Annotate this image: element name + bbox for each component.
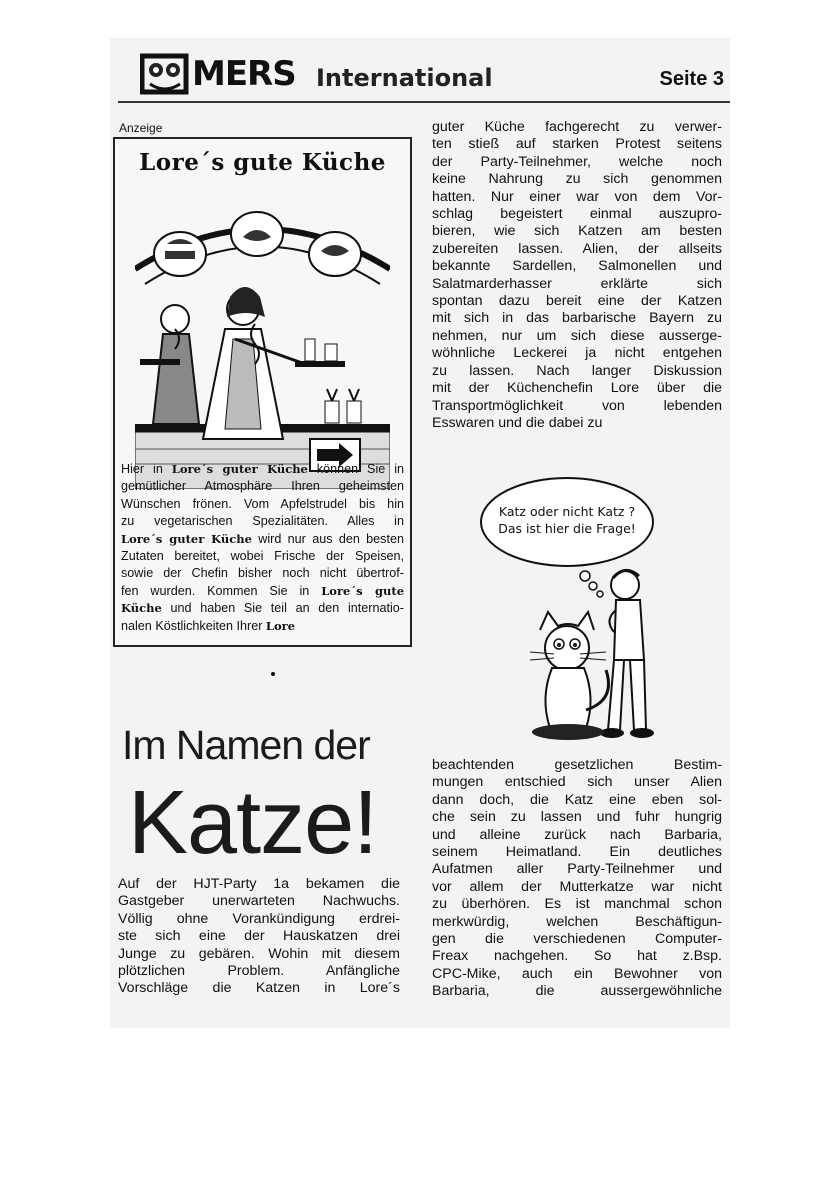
ad-line: Wünschen frönen. Vom Apfelstrudel bis hin (121, 496, 404, 511)
header-rule (118, 101, 730, 103)
article-line: Salatmarderhasser erklärte sich (432, 275, 722, 292)
article-line: spontan dazu bereit eine der Katzen (432, 293, 722, 310)
article-line: mit der Küchenchefin Lore über die (432, 380, 722, 397)
ad-line: Zutaten bereitet, wobei Frische der Speisen, (121, 549, 404, 564)
article-line: mungen entschied sich unser Alien (432, 774, 722, 791)
ad-line: Hier in Lore´s guter Küche können Sie in (121, 462, 404, 476)
article-line: Barbaria, die aussergewöhnliche (432, 983, 722, 1000)
article-line: hatten. Nur einer war von dem Vor- (432, 188, 722, 205)
headline-line-1: Im Namen der (122, 722, 370, 768)
article-line: und alleine zurück nach Barbaria, (432, 826, 722, 843)
article-line: seinem Heimatland. Ein deutliches (432, 844, 722, 861)
article-line: Transportmöglichkeit von lebenden (432, 397, 722, 414)
article-line: beachtenden gesetzlichen Bestim- (432, 757, 722, 773)
ad-line: Lore´s guter Küche wird nur aus den besten (121, 531, 404, 546)
article-line: guter Küche fachgerecht zu verwer- (432, 119, 722, 135)
article-line: der Party-Teilnehmer, welche noch (432, 153, 722, 170)
article-line: nehmen, nur um sich diese ausserge- (432, 327, 722, 344)
article-line: gen die verschiedenen Computer- (432, 931, 722, 948)
article-right-column-bottom (432, 757, 722, 1001)
article-line: bekannte Sardellen, Salmonellen und (432, 258, 722, 275)
ad-body (121, 461, 404, 635)
article-line: Gastgeber unerwarteten Nachwuchs. (118, 893, 400, 910)
ad-title: Lore´s gute Küche (139, 149, 386, 176)
article-line: zu lassen. Nach langer Diskussion (432, 362, 722, 379)
article-line: Vorschläge die Katzen in Lore´s (118, 980, 400, 997)
article-line: bieren, wie sich Katzen am besten (432, 223, 722, 240)
advertisement-box (113, 137, 412, 647)
masthead (118, 44, 728, 100)
thought-bubble-text (488, 503, 646, 537)
ad-line: Küche und haben Sie teil an den internatio- (121, 601, 404, 616)
article-line: mit sich in das barbarische Bayern zu (432, 310, 722, 327)
article-line: dann doch, die Katz eine eben sol- (432, 791, 722, 808)
ad-line: nalen Köstlichkeiten Ihrer Lore (121, 618, 296, 633)
article-line: ste sich eine der Hauskatzen drei (118, 928, 400, 945)
headline-line-2: Katze! (128, 773, 378, 873)
ad-line: gemütlicher Atmosphäre Ihren geheimsten (121, 479, 404, 494)
article-line: zu überhören. Es ist manchmal schon (432, 896, 722, 913)
article-left-column (118, 876, 400, 998)
article-line: Völlig ohne Vorankündigung erdrei- (118, 910, 400, 927)
ad-label: Anzeige (119, 121, 163, 135)
article-line: Aufatmen aller Party-Teilnehmer und (432, 861, 722, 878)
logo-subtitle: International (316, 64, 493, 92)
article-line: Freax nachgehen. So hat z.Bsp. (432, 948, 722, 965)
article-line: plötzlichen Problem. Anfängliche (118, 963, 400, 980)
bullet-dot (271, 672, 275, 676)
thought-bubble-line-2: Das ist hier die Frage! (498, 521, 636, 536)
article-line: Junge zu gebären. Wohin mit diesem (118, 945, 400, 962)
article-line: keine Nahrung zu sich genommen (432, 171, 722, 188)
logo-mascot-icon (140, 52, 190, 96)
ad-line: zu vegetarischen Spezialitäten. Alles in (121, 514, 404, 529)
ad-line: sowie der Chefin bisher noch nicht übertrof- (121, 566, 404, 581)
article-line: ten stieß auf starken Protest seitens (432, 136, 722, 153)
article-line: wöhnliche Leckerei ja nicht entgehen (432, 345, 722, 362)
page-number: Seite 3 (659, 68, 724, 90)
article-line: merkwürdig, welchen Beschäftigun- (432, 913, 722, 930)
logo-text: MERS (192, 54, 296, 94)
restaurant-illustration (135, 189, 390, 489)
article-right-column-top (432, 119, 722, 432)
article-line: che sein zu lassen und fuhr hungrig (432, 809, 722, 826)
article-line: vor allem der Mutterkatze war nicht (432, 878, 722, 895)
ad-line: fen wurden. Kommen Sie in Lore´s gute (121, 583, 404, 598)
article-line: zubereiten lassen. Alien, der allseits (432, 240, 722, 257)
article-line: Esswaren und die dabei zu (432, 414, 603, 431)
article-line: schlag begeistert einmal auszupro- (432, 206, 722, 223)
article-line: CPC-Mike, auch ein Bewohner von (432, 965, 722, 982)
thought-bubble-line-1: Katz oder nicht Katz ? (498, 504, 636, 519)
article-line: Auf der HJT-Party 1a bekamen die (118, 876, 400, 892)
